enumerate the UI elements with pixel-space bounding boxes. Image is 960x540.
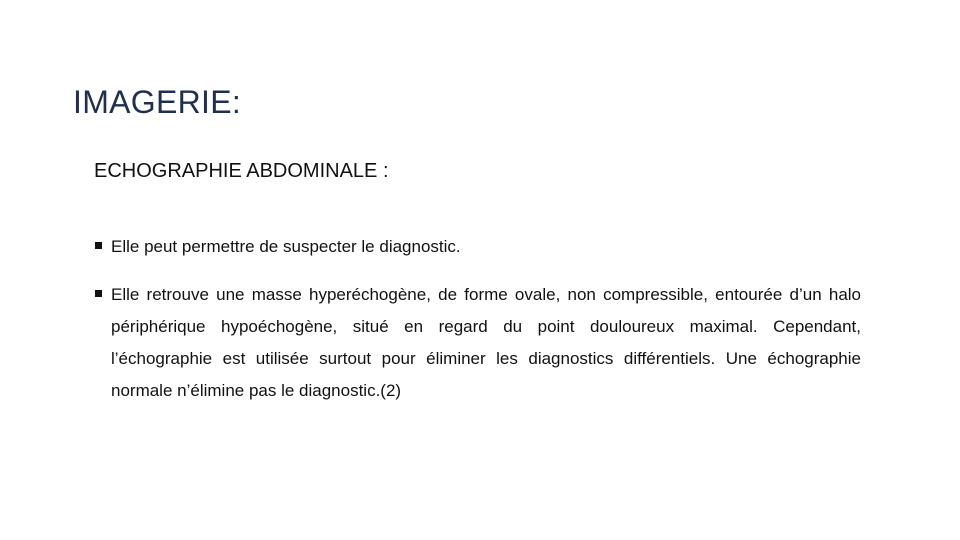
bullet-item (94, 231, 861, 263)
bullet-item (94, 279, 861, 407)
bullet-list (94, 231, 861, 407)
section-heading: ECHOGRAPHIE ABDOMINALE : (94, 160, 389, 182)
slide-title: IMAGERIE: (73, 84, 242, 120)
square-bullet-icon (95, 290, 102, 297)
bullet-text: Elle peut permettre de suspecter le diagnostic. (111, 237, 461, 256)
bullet-text: Elle retrouve une masse hyperéchogène, de forme ovale, non compressible, entourée d’un halo périphérique hypoéchogène, situé en regard du point douloureux maximal. Cependant, l’échographie est utilisée surtout pour éliminer les diagnostics différentiels. Une échographie normale n’élimine pas le diagnostic.(2) (111, 285, 861, 400)
square-bullet-icon (95, 242, 102, 249)
